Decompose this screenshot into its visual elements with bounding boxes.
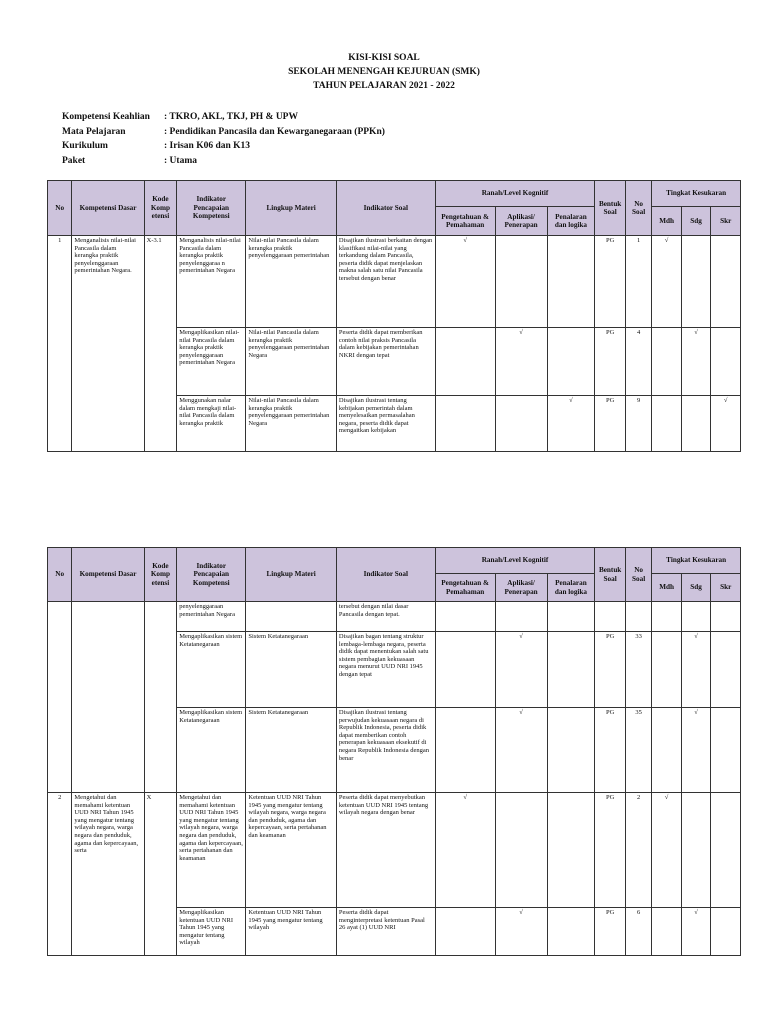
check-pengetahuan — [435, 602, 495, 632]
meta-key: Mata Pelajaran — [62, 126, 126, 137]
indikator-cell: Disajikan ilustrasi berkaitan dengan klasifikasi nilai-nilai yang terkandung dalam Pancasila, peserta didik dapat menjelaskan makna salah satu nilai Pancasila tersebut dengan benar — [336, 236, 435, 328]
check-aplikasi — [495, 602, 547, 632]
col-bentuk: Bentuk Soal — [595, 548, 626, 602]
check-aplikasi: √ — [495, 328, 547, 396]
meta-mapel — [62, 125, 385, 140]
lingkup-cell: Ketentuan UUD NRI Tahun 1945 yang mengatur tentang wilayah — [246, 908, 337, 956]
meta-value: : TKRO, AKL, TKJ, PH & UPW — [164, 112, 298, 122]
col-tingkat: Tingkat Kesukaran — [652, 181, 741, 207]
check-mdh — [652, 708, 682, 793]
nosoal-cell: 4 — [625, 328, 651, 396]
col-nosoal: No Soal — [625, 548, 651, 602]
kd-text: Mengetahui dan memahami ketentuan UUD NRI Tahun 1945 yang mengatur tentang wilayah negara, warga negara dan penduduk, agama dan kepercayaan, serta — [72, 793, 144, 956]
col-aplikasi: Aplikasi/ Penerapan — [495, 574, 547, 602]
kd-text: Menganalisis nilai-nilai Pancasila dalam kerangka praktik penyelenggaraan pemerintahan Negara. — [72, 236, 144, 452]
kisi-table-2 — [47, 547, 741, 956]
meta-key: Paket — [62, 155, 86, 166]
nosoal-cell: 1 — [625, 236, 651, 328]
check-penalaran — [547, 602, 595, 632]
nosoal-cell: 6 — [625, 908, 651, 956]
ipk-cell: penyelenggaraan pemerintahan Negara — [177, 602, 246, 632]
col-pengetahuan: Pengetahuan & Pemahaman — [435, 207, 495, 236]
check-skr — [711, 632, 741, 708]
kisi-table-1 — [47, 180, 741, 452]
col-nosoal: No Soal — [625, 181, 651, 236]
check-sdg: √ — [681, 632, 711, 708]
check-sdg — [681, 793, 711, 908]
check-pengetahuan: √ — [435, 793, 495, 908]
col-no: No — [48, 181, 72, 236]
check-aplikasi — [495, 396, 547, 452]
meta-value: : Irisan K06 dan K13 — [164, 141, 251, 151]
check-skr: √ — [711, 396, 741, 452]
nosoal-cell — [625, 602, 651, 632]
col-penalaran: Penalaran dan logika — [547, 207, 595, 236]
indikator-cell: Peserta didik dapat menyebutkan ketentuan UUD NRI 1945 tentang wilayah negara dengan benar — [336, 793, 435, 908]
indikator-cell: Disajikan bagan tentang struktur lembaga-lembaga negara, peserta didik dapat menentukan salah satu sistem pembagian kekuasaan negara menurut UUD NRI 1945 dengan tepat — [336, 632, 435, 708]
nosoal-cell: 35 — [625, 708, 651, 793]
lingkup-cell — [246, 602, 337, 632]
col-kode: Kode Komp etensi — [144, 181, 177, 236]
meta-key: Kompetensi Keahlian — [62, 112, 150, 122]
indikator-cell: Disajikan ilustrasi tentang perwujudan kekuasaan negara di Republik Indonesia, peserta didik dapat memberikan contoh penerapan kekuasaan eksekutif di negara Republik Indonesia dengan benar — [336, 708, 435, 793]
kode-kompetensi: X — [144, 793, 177, 956]
check-aplikasi — [495, 793, 547, 908]
indikator-cell: Peserta didik dapat menginterpretasi ketentuan Pasal 26 ayat (1) UUD NRI — [336, 908, 435, 956]
check-mdh — [652, 632, 682, 708]
check-mdh — [652, 602, 682, 632]
col-lingkup: Lingkup Materi — [246, 548, 337, 602]
table-row — [48, 793, 741, 908]
ipk-cell: Mengaplikasikan sistem Ketatanegaraan — [177, 632, 246, 708]
col-kd: Kompetensi Dasar — [72, 181, 144, 236]
col-ipk: Indikator Pencapaian Kompetensi — [177, 181, 246, 236]
check-sdg: √ — [681, 708, 711, 793]
col-penalaran: Penalaran dan logika — [547, 574, 595, 602]
col-ranah: Ranah/Level Kognitif — [435, 181, 595, 207]
meta-kompetensi — [62, 110, 385, 125]
bentuk-cell: PG — [595, 236, 626, 328]
meta-block — [62, 110, 385, 168]
kd-text — [48, 602, 72, 793]
col-skr: Skr — [711, 207, 741, 236]
col-sdg: Sdg — [681, 574, 711, 602]
check-mdh — [652, 396, 682, 452]
check-penalaran — [547, 632, 595, 708]
bentuk-cell: PG — [595, 632, 626, 708]
col-indikator: Indikator Soal — [336, 181, 435, 236]
col-aplikasi: Aplikasi/ Penerapan — [495, 207, 547, 236]
meta-paket — [62, 154, 385, 169]
bentuk-cell: PG — [595, 396, 626, 452]
check-penalaran — [547, 236, 595, 328]
bentuk-cell: PG — [595, 793, 626, 908]
ipk-cell: Mengetahui dan memahami ketentuan UUD NRI Tahun 1945 yang mengatur tentang wilayah negara, warga negara dan penduduk, agama dan kepercayaan, serta pertahanan dan keamanan — [177, 793, 246, 908]
check-mdh: √ — [652, 793, 682, 908]
ipk-cell: Mengaplikasikan ketentuan UUD NRI Tahun 1945 yang mengatur tentang wilayah — [177, 908, 246, 956]
check-sdg — [681, 236, 711, 328]
doc-title: KISI-KISI SOAL — [348, 53, 420, 63]
check-sdg — [681, 602, 711, 632]
indikator-cell: tersebut dengan nilai dasar Pancasila dengan tepat. — [336, 602, 435, 632]
check-penalaran — [547, 328, 595, 396]
ipk-cell: Mengaplikasikan nilai-nilai Pancasila dalam kerangka praktik penyelenggaraan pemerintahan Negara — [177, 328, 246, 396]
check-pengetahuan — [435, 632, 495, 708]
col-ranah: Ranah/Level Kognitif — [435, 548, 595, 574]
indikator-cell: Peserta didik dapat memberikan contoh nilai praksis Pancasila dalam kebijakan pemerintahan NKRI dengan tepat — [336, 328, 435, 396]
check-penalaran — [547, 708, 595, 793]
check-mdh — [652, 328, 682, 396]
lingkup-cell: Nilai-nilai Pancasila dalam kerangka praktik penyelenggaraan pemerintahan Negara — [246, 328, 337, 396]
check-pengetahuan — [435, 396, 495, 452]
meta-value: : Pendidikan Pancasila dan Kewarganegaraan (PPKn) — [164, 126, 385, 137]
col-lingkup: Lingkup Materi — [246, 181, 337, 236]
col-kd: Kompetensi Dasar — [72, 548, 144, 602]
check-pengetahuan: √ — [435, 236, 495, 328]
check-sdg: √ — [681, 328, 711, 396]
col-indikator: Indikator Soal — [336, 548, 435, 602]
check-skr — [711, 908, 741, 956]
check-penalaran — [547, 908, 595, 956]
meta-key: Kurikulum — [62, 141, 108, 151]
col-ipk: Indikator Pencapaian Kompetensi — [177, 548, 246, 602]
check-aplikasi: √ — [495, 908, 547, 956]
check-aplikasi: √ — [495, 708, 547, 793]
lingkup-cell: Sistem Ketatanegaraan — [246, 708, 337, 793]
check-skr — [711, 793, 741, 908]
kd-number: 1 — [48, 236, 72, 452]
doc-school: SEKOLAH MENENGAH KEJURUAN (SMK) — [288, 67, 480, 77]
check-aplikasi: √ — [495, 632, 547, 708]
col-sdg: Sdg — [681, 207, 711, 236]
bentuk-cell: PG — [595, 328, 626, 396]
meta-kurikulum — [62, 139, 385, 154]
check-aplikasi — [495, 236, 547, 328]
bentuk-cell: PG — [595, 908, 626, 956]
lingkup-cell: Ketentuan UUD NRI Tahun 1945 yang mengatur tentang wilayah negara, warga negara dan penduduk, agama dan kepercayaan, serta pertahanan dan keamanan — [246, 793, 337, 908]
table-row — [48, 602, 741, 632]
check-skr — [711, 328, 741, 396]
col-pengetahuan: Pengetahuan & Pemahaman — [435, 574, 495, 602]
ipk-cell: Menggunakan nalar dalam mengkaji nilai-nilai Pancasila dalam kerangka praktik — [177, 396, 246, 452]
col-mdh: Mdh — [652, 207, 682, 236]
check-penalaran — [547, 793, 595, 908]
check-penalaran: √ — [547, 396, 595, 452]
check-pengetahuan — [435, 328, 495, 396]
col-tingkat: Tingkat Kesukaran — [652, 548, 741, 574]
kode-kompetensi — [144, 602, 177, 793]
col-kode: Kode Komp etensi — [144, 548, 177, 602]
kd-number: 2 — [48, 793, 72, 956]
check-mdh — [652, 908, 682, 956]
check-pengetahuan — [435, 708, 495, 793]
col-mdh: Mdh — [652, 574, 682, 602]
nosoal-cell: 2 — [625, 793, 651, 908]
check-skr — [711, 236, 741, 328]
check-pengetahuan — [435, 908, 495, 956]
lingkup-cell: Nilai-nilai Pancasila dalam kerangka praktik penyelenggaraan pemerintahan Negara — [246, 396, 337, 452]
check-skr — [711, 602, 741, 632]
ipk-cell: Menganalisis nilai-nilai Pancasila dalam kerangka praktik penyelenggaraa n pemerintahan Negara — [177, 236, 246, 328]
lingkup-cell: Sistem Ketatanegaraan — [246, 632, 337, 708]
bentuk-cell: PG — [595, 708, 626, 793]
kd-text — [72, 602, 144, 793]
check-skr — [711, 708, 741, 793]
col-no: No — [48, 548, 72, 602]
nosoal-cell: 33 — [625, 632, 651, 708]
lingkup-cell: Nilai-nilai Pancasila dalam kerangka praktik penyelenggaraan pemerintahan — [246, 236, 337, 328]
indikator-cell: Disajikan ilustrasi tentang kebijakan pemerintah dalam menyelesaikan permasalahan negara, peserta didik dapat mengaitkan kebijakan — [336, 396, 435, 452]
ipk-cell: Mengaplikasikan sistem Ketatanegaraan — [177, 708, 246, 793]
col-skr: Skr — [711, 574, 741, 602]
check-sdg: √ — [681, 908, 711, 956]
nosoal-cell: 9 — [625, 396, 651, 452]
col-bentuk: Bentuk Soal — [595, 181, 626, 236]
bentuk-cell — [595, 602, 626, 632]
doc-year: TAHUN PELAJARAN 2021 - 2022 — [313, 81, 455, 91]
check-sdg — [681, 396, 711, 452]
check-mdh: √ — [652, 236, 682, 328]
kode-kompetensi: X-3.1 — [144, 236, 177, 452]
table-row — [48, 236, 741, 328]
meta-value: : Utama — [164, 155, 197, 166]
